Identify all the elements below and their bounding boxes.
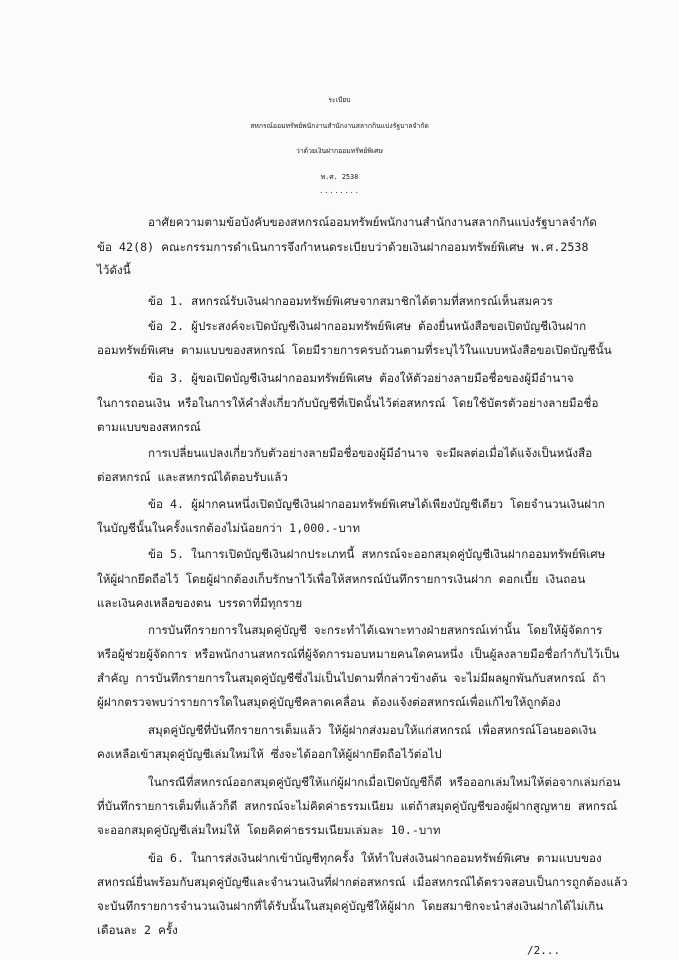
body-line: อาศัยความตามข้อบังคับของสหกรณ์ออมทรัพย์พนักงานสำนักงานสลากกินแบ่งรัฐบาลจำกัด [148,215,597,229]
regulation-subject: ว่าด้วยเงินฝากออมทรัพย์พิเศษ [296,147,383,155]
body-line: ในการถอนเงิน หรือในการให้คำสั่งเกี่ยวกับบัญชีที่เปิดนั้นไว้ต่อสหกรณ์ โดยใช้บัตรตัวอย่างลายมือชื่อ [97,396,599,410]
clause-6: ข้อ 6. ในการส่งเงินฝากเข้าบัญชีทุกครั้ง ให้ทำใบส่งเงินฝากออมทรัพย์พิเศษ ตามแบบของ [148,851,602,865]
body-line: การบันทึกรายการในสมุดคู่บัญชี จะกระทำได้เฉพาะทางฝ่ายสหกรณ์เท่านั้น โดยให้ผู้จัดการ [148,623,603,637]
body-line: หรือผู้ช่วยผู้จัดการ หรือพนักงานสหกรณ์ที่ผู้จัดการมอบหมายคนใดคนหนึ่ง เป็นผู้ลงลายมือชื่อกำกับไว้เป็น [97,647,620,661]
body-line: ที่บันทึกรายการเต็มที่แล้วก็ดี สหกรณ์จะไม่คิดค่าธรรมเนียม แต่ถ้าสมุดคู่บัญชีของผู้ฝากสูญหาย สหกรณ์ [97,799,618,813]
regulation-year: พ.ศ. 2538 [320,173,359,181]
clause-3: ข้อ 3. ผู้ขอเปิดบัญชีเงินฝากออมทรัพย์พิเศษ ต้องให้ตัวอย่างลายมือชื่อของผู้มีอำนาจ [148,371,574,385]
body-line: ออมทรัพย์พิเศษ ตามแบบของสหกรณ์ โดยมีรายการครบถ้วนตามที่ระบุไว้ในแบบหนังสือขอเปิดบัญชีนั้น [97,343,612,357]
organization-name: สหกรณ์ออมทรัพย์พนักงานสำนักงานสลากกินแบ่งรัฐบาลจำกัด [250,122,429,130]
clause-5: ข้อ 5. ในการเปิดบัญชีเงินฝากประเภทนี้ สหกรณ์จะออกสมุดคู่บัญชีเงินฝากออมทรัพย์พิเศษ [148,547,606,561]
body-line: สำคัญ การบันทึกรายการในสมุดคู่บัญชีซึ่งไม่เป็นไปตามที่กล่าวข้างต้น จะไม่มีผลผูกพันกับสหกรณ์ ถ้า [97,671,606,685]
body-line: ต่อสหกรณ์ และสหกรณ์ได้ตอบรับแล้ว [97,470,288,484]
body-line: ผู้ฝากตรวจพบว่ารายการใดในสมุดคู่บัญชีคลาดเคลื่อน ต้องแจ้งต่อสหกรณ์เพื่อแก้ไขให้ถูกต้อง [97,695,561,709]
header-divider: ........ [319,187,360,195]
body-line: ในกรณีที่สหกรณ์ออกสมุดคู่บัญชีให้แก่ผู้ฝากเมื่อเปิดบัญชีก็ดี หรือออกเล่มใหม่ให้ต่อจากเล่มก่อน [148,775,621,789]
document-title: ระเบียบ [328,96,351,104]
body-line: ในบัญชีนั้นในครั้งแรกต้องไม่น้อยกว่า 1,000.-บาท [97,521,361,535]
body-line: ข้อ 42(8) คณะกรรมการดำเนินการจึงกำหนดระเบียบว่าด้วยเงินฝากออมทรัพย์พิเศษ พ.ศ.2538 [97,240,589,254]
body-line: เดือนละ 2 ครั้ง [97,923,178,937]
body-line: ไว้ดังนี้ [97,263,131,277]
body-line: ให้ผู้ฝากยึดถือไว้ โดยผู้ฝากต้องเก็บรักษาไว้เพื่อให้สหกรณ์บันทึกรายการเงินฝาก ดอกเบี้ย เงินถอน [97,572,586,586]
clause-2: ข้อ 2. ผู้ประสงค์จะเปิดบัญชีเงินฝากออมทรัพย์พิเศษ ต้องยื่นหนังสือขอเปิดบัญชีเงินฝาก [148,319,587,333]
clause-4: ข้อ 4. ผู้ฝากคนหนึ่งเปิดบัญชีเงินฝากออมทรัพย์พิเศษได้เพียงบัญชีเดียว โดยจำนวนเงินฝาก [148,497,605,511]
page-number: /2... [527,944,561,957]
body-line: จะบันทึกรายการจำนวนเงินฝากที่ได้รับนั้นในสมุดคู่บัญชีให้ผู้ฝาก โดยสมาชิกจะนำส่งเงินฝากได้ไม่เกิน [97,899,604,913]
body-line: จะออกสมุดคู่บัญชีเล่มใหม่ให้ โดยคิดค่าธรรมเนียมเล่มละ 10.-บาท [97,823,441,837]
body-line: การเปลี่ยนแปลงเกี่ยวกับตัวอย่างลายมือชื่อของผู้มีอำนาจ จะมีผลต่อเมื่อได้แจ้งเป็นหนังสือ [148,446,593,460]
body-line: สหกรณ์ยื่นพร้อมกับสมุดคู่บัญชีและจำนวนเงินที่ฝากต่อสหกรณ์ เมื่อสหกรณ์ได้ตรวจสอบเป็นการถูกต้องแล้ว [97,875,628,889]
body-line: ตามแบบของสหกรณ์ [97,420,201,434]
clause-1: ข้อ 1. สหกรณ์รับเงินฝากออมทรัพย์พิเศษจากสมาชิกได้ตามที่สหกรณ์เห็นสมควร [148,294,553,308]
body-line: คงเหลือเข้าสมุดคู่บัญชีเล่มใหม่ให้ ซึ่งจะได้ออกให้ผู้ฝากยึดถือไว้ต่อไป [97,747,442,761]
body-line: และเงินคงเหลือของตน บรรดาที่มีทุกราย [97,596,303,610]
body-line: สมุดคู่บัญชีที่บันทึกรายการเต็มแล้ว ให้ผู้ฝากส่งมอบให้แก่สหกรณ์ เพื่อสหกรณ์โอนยอดเงิน [148,723,597,737]
